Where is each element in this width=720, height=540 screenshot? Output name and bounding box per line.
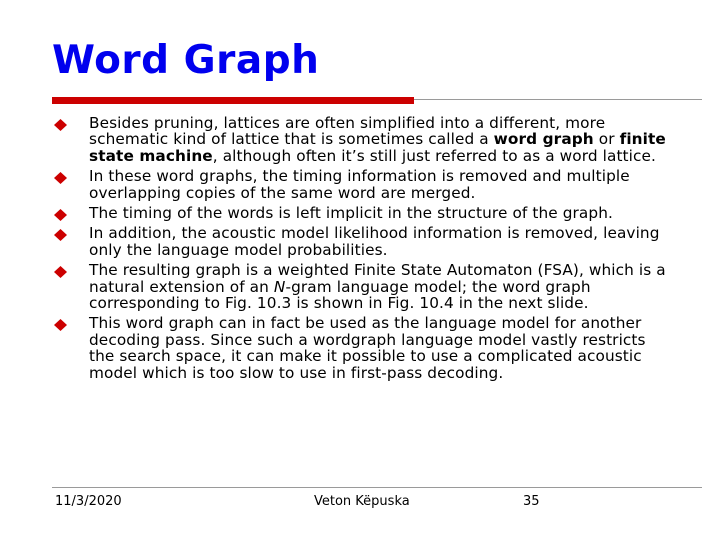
text-run: , although often it’s still just referred to as a word lattice. <box>212 146 656 165</box>
text-run: The timing of the words is left implicit in the structure of the graph. <box>89 204 613 223</box>
text-run: In these word graphs, the timing information is removed and multiple overlapping copies of the same word are merged. <box>89 167 630 202</box>
bullet-text <box>89 114 666 165</box>
bold-term: finite state machine <box>89 130 666 165</box>
footer-divider-line <box>52 487 702 488</box>
bullet-text <box>89 167 630 201</box>
bold-term: word graph <box>493 130 594 149</box>
text-run: This word graph can in fact be used as the language model for another decoding pass. Since such a wordgraph language model vastly restricts the search space, it can make it possible to use a complicated acoustic model which is too slow to use in first-pass decoding. <box>89 314 646 382</box>
diamond-bullet-icon <box>54 119 67 131</box>
diamond-bullet-icon <box>54 266 67 278</box>
bullet-list <box>54 115 674 381</box>
title-divider-line <box>414 99 702 100</box>
bullet-item <box>54 115 674 164</box>
diamond-bullet-icon <box>54 172 67 184</box>
text-run: or <box>593 130 620 149</box>
bullet-text <box>89 314 646 381</box>
bullet-item <box>54 315 674 381</box>
bullet-item <box>54 205 674 221</box>
text-run: The resulting graph is a weighted Finite State Automaton (FSA), which is a natural extension of an <box>89 261 666 296</box>
bullet-text <box>89 261 666 312</box>
diamond-bullet-icon <box>54 209 67 221</box>
text-run: -gram language model; the word graph corresponding to Fig. 10.3 is shown in Fig. 10.4 in the next slide. <box>89 277 591 313</box>
diamond-bullet-icon <box>54 319 67 331</box>
bullet-text <box>89 224 660 258</box>
footer-author: Veton Këpuska <box>314 494 410 509</box>
text-run: In addition, the acoustic model likelihood information is removed, leaving only the language model probabilities. <box>89 224 660 259</box>
bullet-text <box>89 204 613 222</box>
footer-page-number: 35 <box>523 494 540 509</box>
bullet-item <box>54 225 674 258</box>
italic-term: N <box>273 277 286 296</box>
text-run: Besides pruning, lattices are often simplified into a different, more schematic kind of lattice that is sometimes called a <box>89 114 606 149</box>
bullet-item <box>54 262 674 311</box>
bullet-item <box>54 168 674 201</box>
title-accent-rule <box>52 97 414 104</box>
footer-date: 11/3/2020 <box>55 494 122 509</box>
diamond-bullet-icon <box>54 229 67 241</box>
slide-title: Word Graph <box>52 38 320 83</box>
